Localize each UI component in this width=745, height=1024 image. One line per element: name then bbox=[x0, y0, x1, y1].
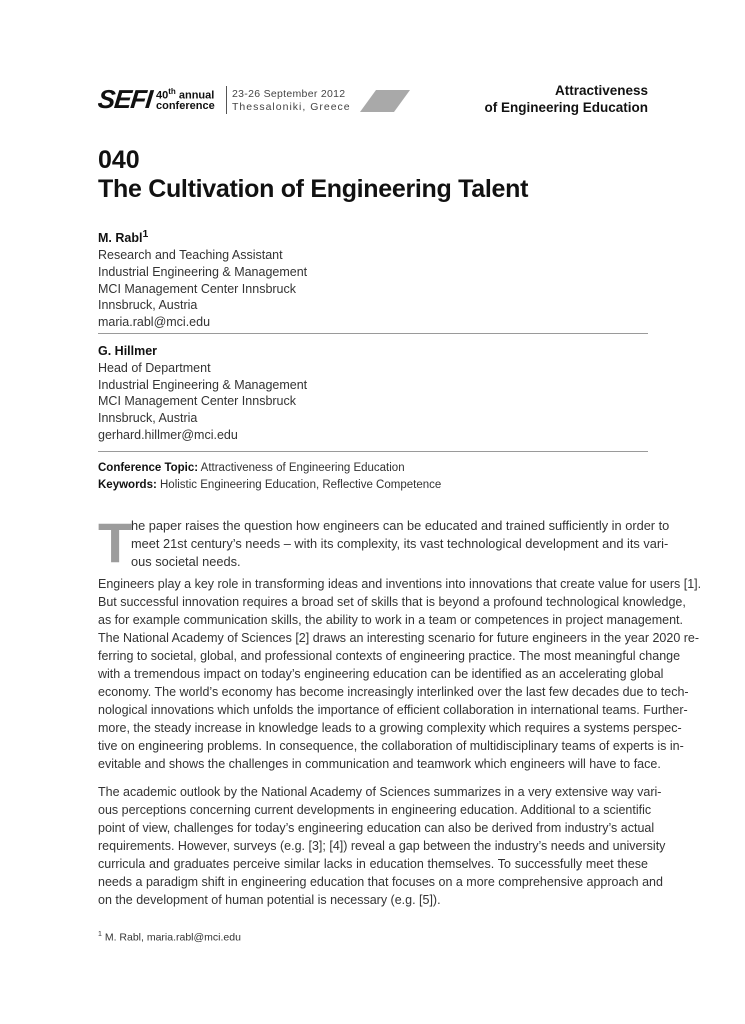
author-location: Innsbruck, Austria bbox=[98, 411, 198, 426]
conference-topic-label: Conference Topic: bbox=[98, 462, 199, 474]
body-paragraph-2 bbox=[98, 783, 666, 909]
text-line: curricula and graduates perceive similar lacks in education themselves. To successfully meet these bbox=[98, 857, 648, 871]
footnote bbox=[98, 931, 241, 944]
keywords bbox=[98, 477, 441, 493]
body-paragraph-1 bbox=[98, 575, 702, 773]
text-line: point of view, challenges for today’s engineering education can also be derived from industry’s actual bbox=[98, 821, 655, 835]
conference-header bbox=[98, 82, 648, 122]
conference-theme-line-1: Attractiveness bbox=[554, 83, 648, 98]
conference-theme-line-2: of Engineering Education bbox=[484, 100, 648, 115]
text-line: on the development of human potential is necessary (e.g. [5]). bbox=[98, 893, 441, 907]
author-block-2 bbox=[98, 343, 307, 444]
text-line: ferring to societal, global, and professional contexts of engineering practice. The most meaningful change bbox=[98, 649, 681, 663]
text-line: The National Academy of Sciences [2] draws an interesting scenario for future engineers in the year 2020 re- bbox=[98, 631, 700, 645]
paper-title: The Cultivation of Engineering Talent bbox=[98, 175, 529, 203]
text-line: Engineers play a key role in transforming ideas and inventions into innovations that create value for users [1]. bbox=[98, 577, 702, 591]
author-position: Head of Department bbox=[98, 360, 211, 375]
conference-word: conference bbox=[156, 100, 215, 112]
author-institution: MCI Management Center Innsbruck bbox=[98, 394, 297, 409]
keywords-value: Holistic Engineering Education, Reflective Competence bbox=[156, 479, 442, 491]
text-line: tive on engineering problems. In consequence, the collaboration of multidisciplinary teams of experts is in- bbox=[98, 739, 684, 753]
text-line: ous perceptions concerning current developments in engineering education. Additional to a scientific bbox=[98, 803, 652, 817]
text-line: ous societal needs. bbox=[131, 554, 241, 569]
keywords-label: Keywords: bbox=[98, 479, 157, 491]
conference-place: Thessaloniki, Greece bbox=[232, 101, 351, 113]
author-name-text: M. Rabl bbox=[98, 231, 143, 246]
author-email: gerhard.hillmer@mci.edu bbox=[98, 427, 238, 442]
conference-date: 23-26 September 2012 bbox=[232, 88, 346, 100]
sefi-logo: SEFI bbox=[96, 84, 154, 114]
author-name: G. Hillmer bbox=[98, 344, 158, 358]
author-institution: MCI Management Center Innsbruck bbox=[98, 281, 297, 296]
footnote-marker: 1 bbox=[98, 931, 102, 938]
conference-topic bbox=[98, 460, 405, 476]
conference-topic-value: Attractiveness of Engineering Education bbox=[198, 462, 405, 474]
text-line: more, the steady increase in knowledge leads to a growing complexity which requires a systems perspec- bbox=[98, 721, 682, 735]
text-line: evitable and shows the challenges in communication and teamwork which engineers will have to face. bbox=[98, 757, 661, 771]
text-line: requirements. However, surveys (e.g. [3]; [4]) reveal a gap between the industry’s needs and university bbox=[98, 839, 666, 853]
text-line: economy. The world’s economy has become increasingly interlinked over the last few decades due to tech- bbox=[98, 685, 689, 699]
text-line: nological innovations which unfolds the importance of efficient collaboration in international teams. Further- bbox=[98, 703, 688, 717]
text-line: he paper raises the question how engineers can be educated and trained sufficiently in order to bbox=[131, 518, 670, 533]
author-block-1 bbox=[98, 227, 307, 331]
conference-theme bbox=[484, 82, 648, 116]
author-department: Industrial Engineering & Management bbox=[98, 264, 308, 279]
paper-number: 040 bbox=[98, 146, 140, 174]
text-line: meet 21st century’s needs – with its complexity, its vast technological development and its vari- bbox=[131, 536, 669, 551]
author-footnote-marker: 1 bbox=[142, 229, 149, 240]
text-line: But successful innovation requires a broad set of skills that is beyond a profound technological knowledge, bbox=[98, 595, 686, 609]
author-divider bbox=[98, 333, 648, 334]
text-line: needs a paradigm shift in engineering education that focuses on a more comprehensive approach and bbox=[98, 875, 663, 889]
author-position: Research and Teaching Assistant bbox=[98, 247, 283, 262]
author-department: Industrial Engineering & Management bbox=[98, 377, 308, 392]
decorative-parallelogram-icon bbox=[360, 90, 410, 112]
footnote-text: M. Rabl, maria.rabl@mci.edu bbox=[101, 931, 241, 944]
conference-edition-suffix: th bbox=[168, 87, 176, 96]
text-line: The academic outlook by the National Academy of Sciences summarizes in a very extensive way vari- bbox=[98, 785, 662, 799]
author-name bbox=[98, 227, 307, 247]
conference-edition-rest: annual bbox=[175, 89, 215, 102]
intro-paragraph bbox=[131, 517, 670, 571]
drop-cap: T bbox=[98, 511, 133, 574]
header-divider bbox=[226, 86, 227, 114]
conference-edition-number: 40 bbox=[156, 89, 169, 102]
author-email: maria.rabl@mci.edu bbox=[98, 315, 211, 330]
text-line: as for example communication skills, the ability to work in a team or competences in project management. bbox=[98, 613, 683, 627]
author-location: Innsbruck, Austria bbox=[98, 298, 198, 313]
text-line: with a tremendous impact on today’s engineering education can be identified as an accelerating global bbox=[98, 667, 664, 681]
meta-divider bbox=[98, 451, 648, 452]
